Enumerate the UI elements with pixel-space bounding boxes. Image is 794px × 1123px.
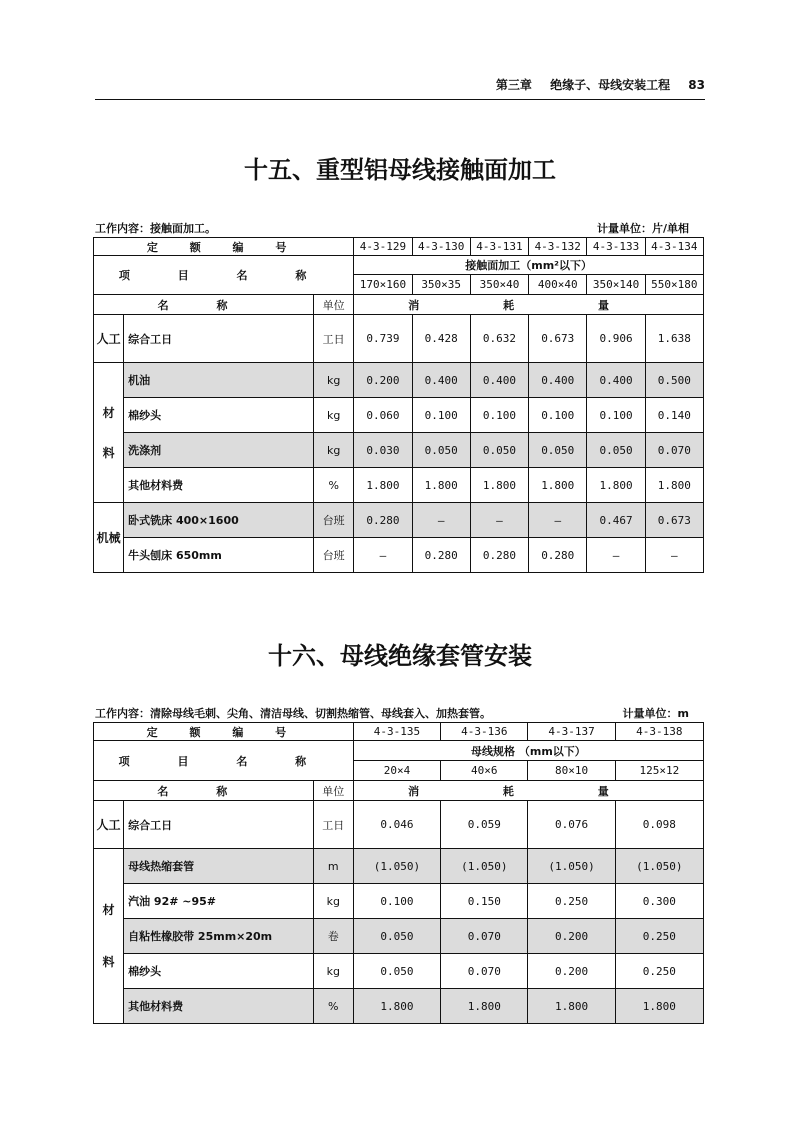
category-material-char2: 料 [102, 955, 115, 969]
cell-value: 0.200 [528, 954, 615, 989]
table-row [94, 884, 704, 919]
cell-value: 0.906 [587, 315, 645, 363]
section2-hdr-name: 名 称 [94, 781, 314, 801]
section1-hdr-name: 名 称 [94, 295, 314, 315]
section1-title: 十五、重型铝母线接触面加工 [244, 156, 556, 184]
cell-value: (1.050) [441, 849, 528, 884]
item-unit: kg [313, 884, 353, 919]
cell-value: (1.050) [353, 849, 440, 884]
section1-info [95, 220, 705, 236]
cell-value: 0.150 [441, 884, 528, 919]
table-row [94, 433, 704, 468]
table-row [94, 801, 704, 849]
cell-value: 0.100 [529, 398, 587, 433]
cell-value: 0.300 [615, 884, 703, 919]
cell-value: 1.800 [412, 468, 470, 503]
cell-value: 1.800 [587, 468, 645, 503]
section1-size: 350×140 [587, 275, 645, 295]
section2-code: 4-3-136 [441, 723, 528, 741]
table-row [94, 989, 704, 1024]
section1-unit-label: 计量单位：片/单相 [596, 222, 689, 235]
cell-value: 0.050 [529, 433, 587, 468]
table-row [94, 315, 704, 363]
section2-work-content: 工作内容：清除母线毛刺、尖角、清洁母线、切割热缩管、母线套入、加热套管。 [95, 707, 491, 720]
table-row [94, 538, 704, 573]
cell-value: 0.050 [470, 433, 528, 468]
item-name: 母线热缩套管 [124, 849, 314, 884]
section2-col-header-row [94, 781, 704, 801]
header-rule [95, 99, 705, 100]
item-unit: 卷 [313, 919, 353, 954]
item-unit: 工日 [313, 801, 353, 849]
cell-value: 0.060 [354, 398, 412, 433]
cell-value: 1.638 [645, 315, 703, 363]
cell-value: — [587, 538, 645, 573]
section2-size: 20×4 [353, 761, 440, 781]
cell-value: — [529, 503, 587, 538]
cell-value: 0.250 [528, 884, 615, 919]
cell-value: 0.428 [412, 315, 470, 363]
table-row [94, 398, 704, 433]
category-material-char1: 材 [102, 903, 115, 917]
section1-size: 400×40 [529, 275, 587, 295]
cell-value: 0.050 [353, 954, 440, 989]
cell-value: — [645, 538, 703, 573]
section2-size: 125×12 [615, 761, 703, 781]
cell-value: 0.046 [353, 801, 440, 849]
cell-value: 1.800 [529, 468, 587, 503]
section2-hdr-ding: 定 额 编 号 [94, 723, 354, 741]
table-row [94, 468, 704, 503]
item-unit: 工日 [314, 315, 354, 363]
item-name: 卧式铣床 400×1600 [124, 503, 314, 538]
cell-value: 0.070 [441, 919, 528, 954]
cell-value: 0.400 [470, 363, 528, 398]
section2-code: 4-3-138 [615, 723, 703, 741]
table-row [94, 849, 704, 884]
item-unit: % [313, 989, 353, 1024]
item-name: 牛头刨床 650mm [124, 538, 314, 573]
cell-value: 1.800 [353, 989, 440, 1024]
cell-value: 0.467 [587, 503, 645, 538]
item-name: 棉纱头 [124, 398, 314, 433]
item-unit: kg [314, 433, 354, 468]
section1-size: 350×35 [412, 275, 470, 295]
cell-value: 0.098 [615, 801, 703, 849]
running-header [95, 76, 705, 93]
table-row [94, 919, 704, 954]
cell-value: 1.800 [470, 468, 528, 503]
cell-value: 0.200 [354, 363, 412, 398]
table-row [94, 503, 704, 538]
item-name: 汽油 92# ~95# [124, 884, 314, 919]
section2-title: 十六、母线绝缘套管安装 [268, 642, 532, 670]
cell-value: 0.070 [645, 433, 703, 468]
item-name: 其他材料费 [124, 468, 314, 503]
section2-group-row [94, 741, 704, 761]
cell-value: 0.280 [354, 503, 412, 538]
section1-code: 4-3-129 [354, 238, 412, 256]
item-unit: 台班 [314, 503, 354, 538]
section2-hdr-item: 项 目 名 称 [94, 741, 354, 781]
section1-group-row [94, 256, 704, 275]
cell-value: 1.800 [528, 989, 615, 1024]
section2-code-row [94, 723, 704, 741]
cell-value: 0.250 [615, 954, 703, 989]
cell-value: 0.400 [412, 363, 470, 398]
category-material [94, 849, 124, 1024]
cell-value: 0.400 [587, 363, 645, 398]
section2-size: 80×10 [528, 761, 615, 781]
section1-hdr-unit: 单位 [314, 295, 354, 315]
section1-hdr-ding: 定 额 编 号 [94, 238, 354, 256]
cell-value: 1.800 [441, 989, 528, 1024]
table-row [94, 363, 704, 398]
cell-value: 0.059 [441, 801, 528, 849]
category-material [94, 363, 124, 503]
cell-value: 0.030 [354, 433, 412, 468]
cell-value: 0.280 [412, 538, 470, 573]
item-unit: 台班 [314, 538, 354, 573]
section2-code: 4-3-137 [528, 723, 615, 741]
section2-code: 4-3-135 [353, 723, 440, 741]
chapter-number: 第三章 [495, 78, 532, 92]
item-unit: kg [314, 363, 354, 398]
cell-value: 0.632 [470, 315, 528, 363]
item-unit: kg [314, 398, 354, 433]
section1-work-content: 工作内容：接触面加工。 [95, 222, 216, 235]
section1-hdr-consume: 消 耗 量 [354, 295, 704, 315]
category-machine: 机械 [94, 503, 124, 573]
cell-value: 0.076 [528, 801, 615, 849]
table-row [94, 954, 704, 989]
section2-hdr-consume: 消 耗 量 [353, 781, 703, 801]
cell-value: 0.070 [441, 954, 528, 989]
item-name: 机油 [124, 363, 314, 398]
section1-hdr-item: 项 目 名 称 [94, 256, 354, 295]
chapter-title: 绝缘子、母线安装工程 [550, 78, 671, 92]
cell-value: 0.673 [645, 503, 703, 538]
category-labor: 人工 [94, 315, 124, 363]
cell-value: 0.250 [615, 919, 703, 954]
cell-value: 0.140 [645, 398, 703, 433]
category-material-char2: 料 [102, 445, 115, 460]
cell-value: — [354, 538, 412, 573]
item-name: 其他材料费 [124, 989, 314, 1024]
item-unit: m [313, 849, 353, 884]
section1-col-header-row [94, 295, 704, 315]
cell-value: 0.050 [353, 919, 440, 954]
cell-value: 0.050 [412, 433, 470, 468]
category-material-char1: 材 [102, 405, 115, 420]
section2-unit-label: 计量单位：m [622, 707, 689, 720]
cell-value: 0.400 [529, 363, 587, 398]
item-name: 自粘性橡胶带 25mm×20m [124, 919, 314, 954]
item-name: 棉纱头 [124, 954, 314, 989]
section2-hdr-unit: 单位 [313, 781, 353, 801]
cell-value: (1.050) [528, 849, 615, 884]
section1-code: 4-3-130 [412, 238, 470, 256]
page-number: 83 [688, 78, 705, 92]
section1-code: 4-3-131 [470, 238, 528, 256]
section2-info [95, 705, 705, 721]
cell-value: 0.100 [353, 884, 440, 919]
cell-value: 1.800 [354, 468, 412, 503]
cell-value: 1.800 [615, 989, 703, 1024]
section2-size: 40×6 [441, 761, 528, 781]
section1-size: 550×180 [645, 275, 703, 295]
item-name: 综合工日 [124, 801, 314, 849]
item-name: 洗涤剂 [124, 433, 314, 468]
section1-code: 4-3-133 [587, 238, 645, 256]
cell-value: 0.739 [354, 315, 412, 363]
cell-value: 0.100 [587, 398, 645, 433]
cell-value: 0.500 [645, 363, 703, 398]
section1-code: 4-3-134 [645, 238, 703, 256]
cell-value: 0.280 [529, 538, 587, 573]
cell-value: — [470, 503, 528, 538]
section1-size: 170×160 [354, 275, 412, 295]
section1-code: 4-3-132 [529, 238, 587, 256]
section1-size: 350×40 [470, 275, 528, 295]
section2-table [93, 722, 704, 1024]
cell-value: 0.100 [470, 398, 528, 433]
cell-value: 0.673 [529, 315, 587, 363]
cell-value: 1.800 [645, 468, 703, 503]
item-unit: kg [313, 954, 353, 989]
cell-value: 0.280 [470, 538, 528, 573]
cell-value: (1.050) [615, 849, 703, 884]
cell-value: 0.200 [528, 919, 615, 954]
section2-group-title: 母线规格 （mm以下） [353, 741, 703, 761]
section1-table [93, 237, 704, 573]
section1-code-row [94, 238, 704, 256]
section1-group-title: 接触面加工（mm²以下） [354, 256, 704, 275]
item-name: 综合工日 [124, 315, 314, 363]
cell-value: 0.100 [412, 398, 470, 433]
cell-value: — [412, 503, 470, 538]
category-labor: 人工 [94, 801, 124, 849]
item-unit: % [314, 468, 354, 503]
cell-value: 0.050 [587, 433, 645, 468]
